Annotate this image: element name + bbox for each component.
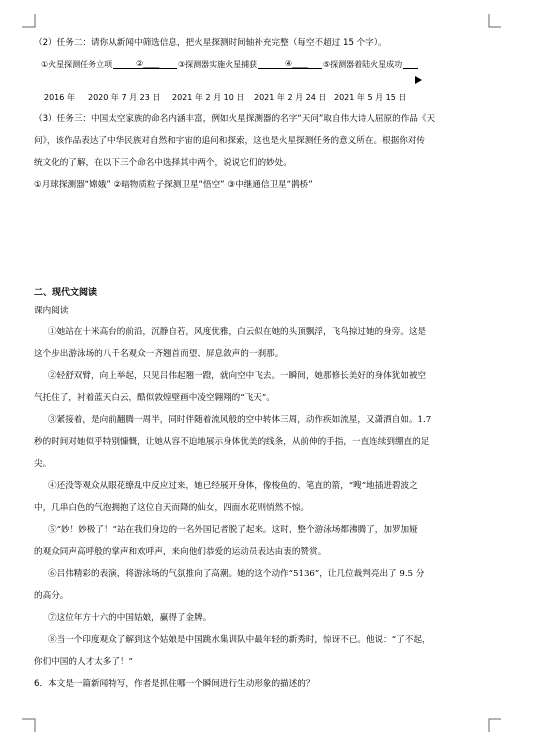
task3-line: 统文化的了解，在以下三个命名中选择其中两个，说说它们的妙处。 xyxy=(34,158,292,168)
passage-line: 的高分。 xyxy=(34,591,69,601)
timeline-item-4[interactable]: ④____ xyxy=(285,59,309,68)
date-3: 2021 年 2 月 10 日 xyxy=(172,93,245,102)
section-heading: 二、现代文阅读 xyxy=(34,288,98,298)
corner-mark-bottom-right xyxy=(488,718,502,732)
timeline-item-1: ①火星探测任务立项 xyxy=(41,60,113,69)
passage-line: ⑧当一个印度观众了解到这个姑娘是中国跳水集训队中最年轻的新秀时，惊讶不已。他说：“了不起， xyxy=(48,635,431,645)
passage-line: ⑦这位年方十六的中国姑娘，赢得了金牌。 xyxy=(48,613,212,623)
timeline-item-2[interactable]: ②____ xyxy=(136,59,160,68)
corner-mark-top-right xyxy=(488,14,502,28)
passage-line: ⑤“妙！妙极了！”站在我们身边的一名外国记者脱了起来。这时，整个游泳场都沸腾了，加罗加娅 xyxy=(48,525,418,535)
section-subheading: 课内阅读 xyxy=(34,306,69,316)
timeline-item-5: ⑤探测器着陆火星成功 xyxy=(323,60,403,69)
date-1: 2016 年 xyxy=(44,93,75,102)
passage-line: ⑥吕伟精彩的表演，将游泳场的气氛推向了高潮。她的这个动作“5136”，让几位裁判亮出了 9.5 分 xyxy=(48,569,425,579)
passage-line: 气托住了，衬着蓝天白云，酷似敦煌壁画中凌空翱翔的“飞天”。 xyxy=(34,393,275,403)
passage-line: ③紧接着，是向前翻腾一周半，同时伴随着流风般的空中转体三周，动作疾如流星，又潇洒自如。1.7 xyxy=(48,415,432,425)
question-6: 6．本文是一篇新闻特写，作者是抓住哪一个瞬间进行生动形象的描述的？ xyxy=(34,679,315,689)
corner-mark-bottom-left xyxy=(22,718,36,732)
corner-mark-top-left xyxy=(22,14,36,28)
date-5: 2021 年 5 月 15 日 xyxy=(334,93,407,102)
passage-line: 中，几串白色的气泡拥抱了这位自天而降的仙女，四面水花则悄然不惊。 xyxy=(34,503,310,513)
passage-line: ①她站在十米高台的前沿，沉静自若，风度优雅，白云似在她的头顶飘浮，飞鸟掠过她的身旁。这是 xyxy=(48,327,427,337)
passage-line: 秒的时间对她似乎特别慷慨，让她从容不迫地展示身体优美的线条，从前伸的手指，一直连续到绷直的足 xyxy=(34,437,430,447)
task3-line: 问》，该作品表达了中华民族对自然和宇宙的追问和探索，这也是火星探测任务的意义所在。根据你对传 xyxy=(34,136,426,146)
timeline xyxy=(38,57,418,75)
task3-line: （3）任务三：中国太空家族的命名内涵丰富，例如火星探测器的名字“天问”取自伟大诗人屈原的作品《天 xyxy=(34,114,436,124)
passage-line: ②轻舒双臂，向上举起，只见吕伟起翘一蹬，就向空中飞去。一瞬间，她那修长美好的身体犹如被空 xyxy=(48,371,427,381)
date-4: 2021 年 2 月 24 日 xyxy=(254,93,327,102)
timeline-arrow xyxy=(415,76,422,84)
passage-line: 你们中国的人才太多了！” xyxy=(34,657,133,667)
task3-options: ①月球探测器“嫦娥” ②暗物质粒子探测卫星“悟空” ③中继通信卫星“鹊桥” xyxy=(34,180,313,190)
task2-prompt: （2）任务二：请你从新闻中筛选信息，把火星探测时间轴补充完整（每空不超过 15 个字）。 xyxy=(34,38,387,48)
date-2: 2020 年 7 月 23 日 xyxy=(88,93,161,102)
passage-line: ④还没等观众从眼花缭乱中反应过来，她已经展开身体，像梭鱼的、笔直的箭，“嗖”地插进碧波之 xyxy=(48,481,418,491)
passage-line: 的观众同声高呼般的掌声和欢呼声，来向他们恭爱的运动员表达由衷的赞赏。 xyxy=(34,547,327,557)
passage-line: 这个步出游泳场的八千名观众一齐翘首而望、屏息敛声的一刹那。 xyxy=(34,349,284,359)
timeline-item-3: ③探测器实施火星捕获 xyxy=(178,60,258,69)
passage-line: 尖。 xyxy=(34,459,52,469)
